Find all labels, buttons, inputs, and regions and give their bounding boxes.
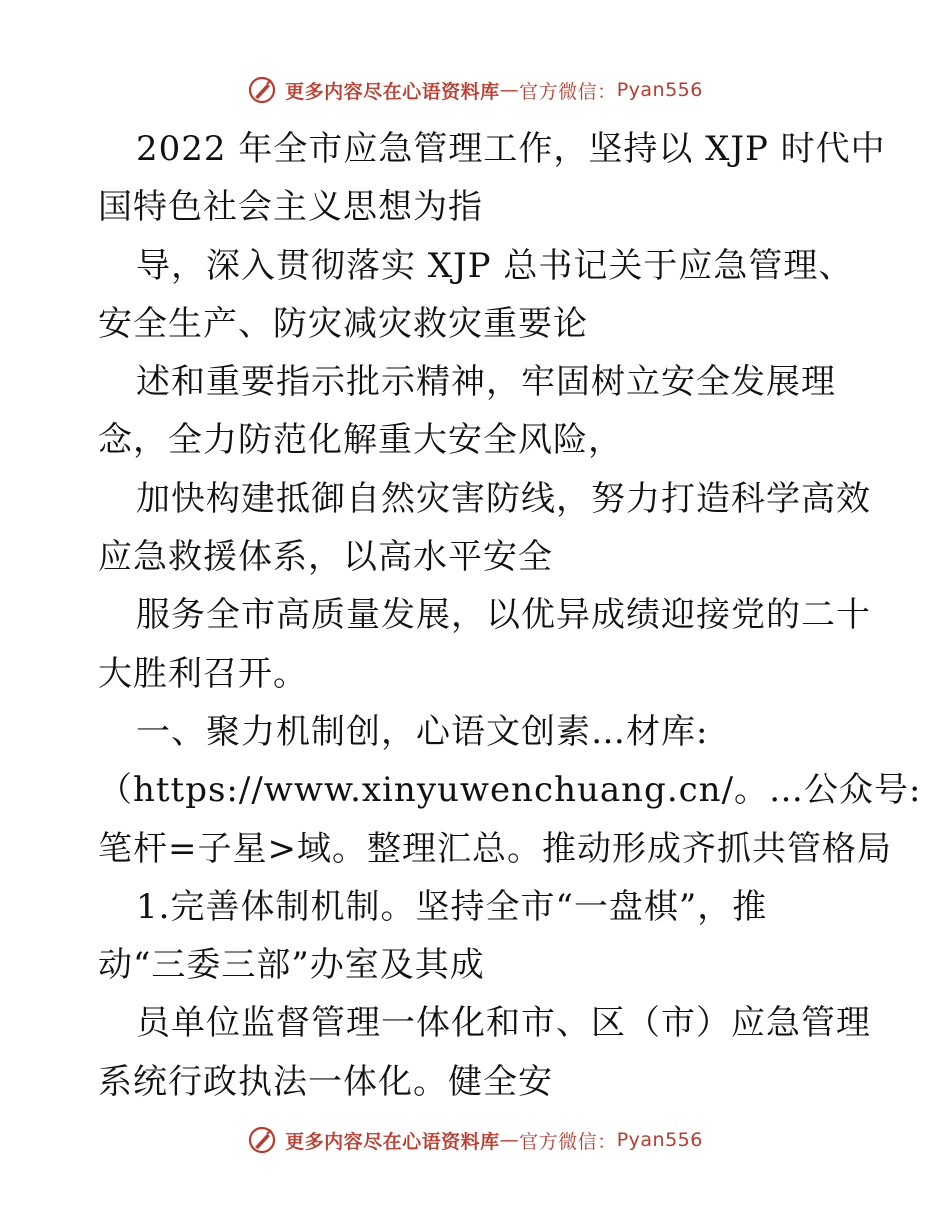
text-line: 导，深入贯彻落实 XJP 总书记关于应急管理、: [136, 245, 854, 286]
banner-wechat-label: 官方微信：: [519, 80, 617, 103]
banner-wechat-id: Pyan556: [616, 1129, 703, 1151]
banner-dash: —: [499, 79, 520, 101]
quill-pen-logo-icon: [247, 75, 277, 105]
footer-banner: [0, 1120, 950, 1160]
banner-slogan: 更多内容尽在心语资料库: [285, 1130, 500, 1153]
text-line: 国特色社会主义思想为指: [98, 187, 483, 228]
header-banner: [0, 70, 950, 110]
quill-pen-logo-icon: [247, 1125, 277, 1155]
text-line: （https://www.xinyuwenchuang.cn/。…公众号:: [98, 770, 922, 811]
text-line: 服务全市高质量发展，以优异成绩迎接党的二十: [136, 595, 871, 636]
text-line: 系统行政执法一体化。健全安: [98, 1061, 553, 1102]
text-line: 大胜利召开。: [98, 653, 308, 694]
banner-slogan: 更多内容尽在心语资料库: [285, 80, 500, 103]
text-line: 念，全力防范化解重大安全风险，: [98, 420, 623, 461]
document-body: [98, 120, 922, 1111]
banner-wechat-id: Pyan556: [616, 79, 703, 101]
text-line: 动“三委三部”办室及其成: [98, 945, 485, 986]
text-line: 加快构建抵御自然灾害防线，努力打造科学高效: [136, 478, 871, 519]
banner-wechat-label: 官方微信：: [519, 1130, 617, 1153]
text-line: 笔杆=子星>域。整理汇总。推动形成齐抓共管格局: [98, 828, 892, 869]
text-line: 2022 年全市应急管理工作，坚持以 XJP 时代中: [136, 129, 886, 169]
banner-dash: —: [499, 1129, 520, 1151]
text-line: 应急救援体系，以高水平安全: [98, 537, 553, 578]
subsection-heading: 1.完善体制机制。坚持全市“一盘棋”，推: [136, 886, 768, 927]
text-line: 述和重要指示批示精神，牢固树立安全发展理: [136, 362, 836, 403]
section-heading: 一、聚力机制创，心语文创素…材库:: [136, 711, 709, 752]
text-line: 安全生产、防灾减灾救灾重要论: [98, 303, 588, 344]
text-line: 员单位监督管理一体化和市、区（市）应急管理: [136, 1003, 871, 1044]
